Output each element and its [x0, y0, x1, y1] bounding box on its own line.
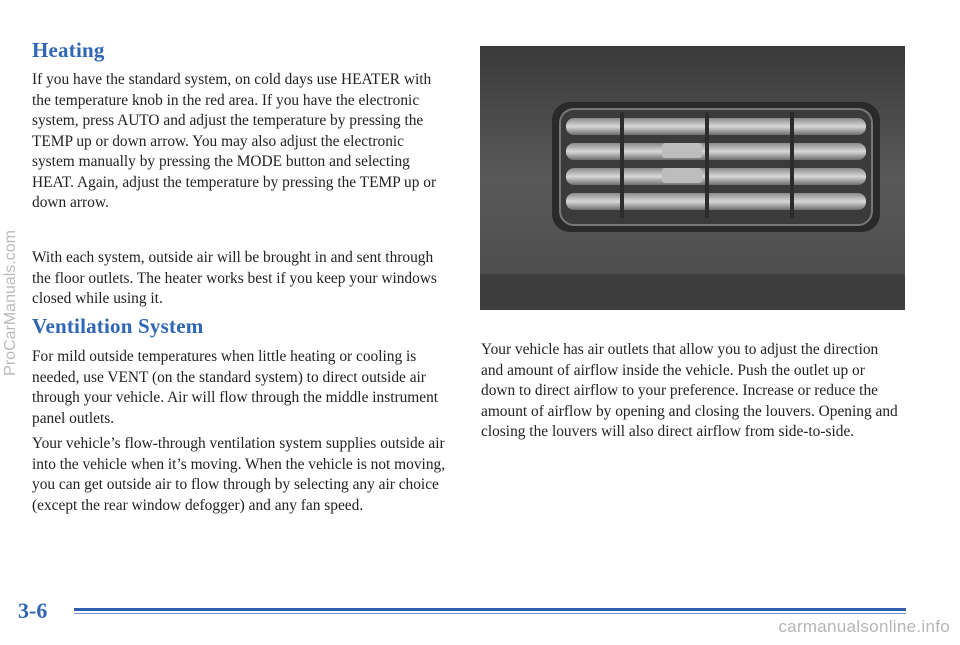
ventilation-paragraph-1: For mild outside temperatures when little heating or cooling is needed, use VENT (on the standard system) to direct outside air through your vehicle. Air will flow through the middle instrument panel outlets.	[32, 348, 439, 427]
footer-rule-thin	[74, 613, 906, 614]
bottom-watermark: carmanualsonline.info	[778, 617, 950, 636]
footer-rule	[74, 608, 906, 611]
heating-heading: Heating	[32, 38, 105, 62]
side-watermark	[0, 230, 22, 630]
air-outlet-photo	[480, 46, 905, 310]
heating-paragraph-1: If you have the standard system, on cold days use HEATER with the temperature knob in the red area. If you have the electronic system, press AUTO and adjust the temperature by pressing the TEMP up or down arrow. You may also adjust the electronic system manually by pressing the MODE button and selecting HEAT. Again, adjust the temperature by pressing the TEMP up or down arrow.	[32, 71, 437, 211]
page-number: 3-6	[18, 598, 48, 623]
air-vent-icon	[480, 46, 905, 310]
side-watermark-text: ProCarManuals.com	[2, 230, 19, 376]
ventilation-paragraph-2: Your vehicle’s flow-through ventilation system supplies outside air into the vehicle when it’s moving. When the vehicle is not moving, you can get outside air to flow through by selecting any air choice (except the rear window defogger) and any fan speed.	[32, 435, 446, 514]
air-outlets-paragraph: Your vehicle has air outlets that allow you to adjust the direction and amount of airflow inside the vehicle. Push the outlet up or down to direct airflow to your preference. Increase or reduce the amount of airflow by opening and closing the louvers. Opening and closing the louvers will also direct airflow from side-to-side.	[481, 341, 898, 440]
ventilation-heading: Ventilation System	[32, 314, 204, 338]
heating-paragraph-2: With each system, outside air will be brought in and sent through the floor outlets. The heater works best if you keep your windows closed while using it.	[32, 249, 437, 307]
